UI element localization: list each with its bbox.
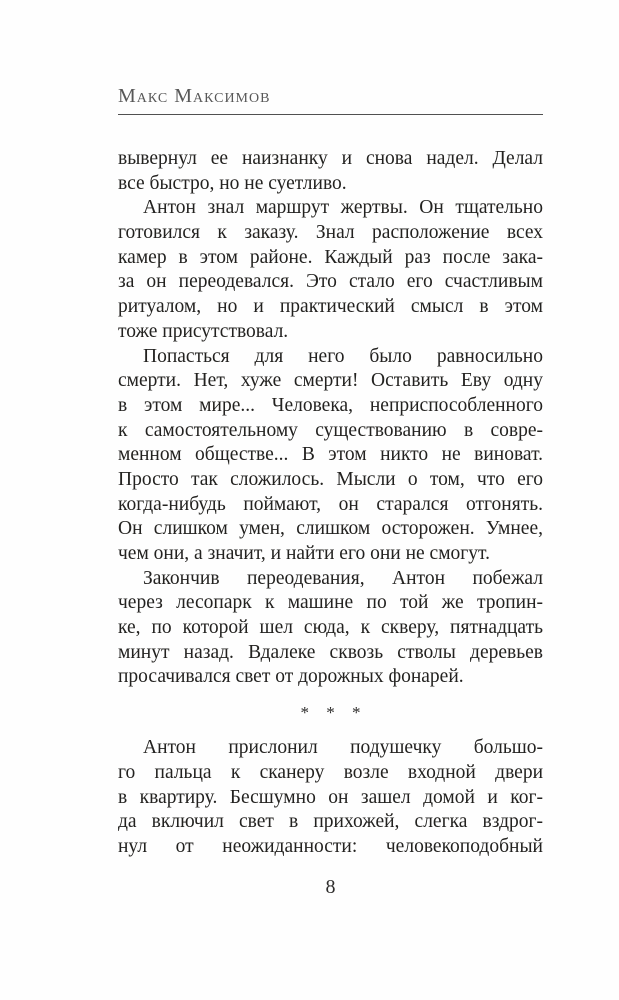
paragraph	[118, 147, 543, 196]
text-line: нул от неожиданности: человекоподобный	[118, 835, 543, 857]
text-column	[118, 0, 543, 899]
text-line: когда-нибудь поймают, он старался отгонять.	[118, 493, 543, 515]
text-line: в этом мире... Человека, неприспособленного	[118, 394, 543, 416]
text-line: менном обществе... В этом никто не виноват.	[118, 444, 543, 466]
text-line: готовился к заказу. Знал расположение всех	[118, 222, 543, 244]
text-line: чем они, а значит, и найти его они не смогут.	[118, 543, 490, 564]
text-line: да включил свет в прихожей, слегка вздрог-	[118, 811, 543, 833]
header-rule	[118, 114, 543, 115]
paragraph	[118, 196, 543, 344]
text-line: Антон знал маршрут жертвы. Он тщательно	[143, 197, 543, 219]
scene-separator	[118, 690, 543, 736]
text-line: за он переодевался. Это стало его счастливым	[118, 271, 543, 293]
text-line: Закончив переодевания, Антон побежал	[143, 567, 543, 589]
text-line: камер в этом районе. Каждый раз после зака-	[118, 246, 543, 268]
text-line: тоже присутствовал.	[118, 320, 289, 342]
text-line: ке, по которой шел сюда, к скверу, пятнадцать	[118, 617, 543, 639]
text-line: минут назад. Вдалеке сквозь стволы деревьев	[118, 641, 543, 663]
author-name: Макс Максимов	[118, 85, 271, 107]
paragraph	[118, 736, 543, 859]
body-text	[118, 147, 543, 860]
text-line: смерти. Нет, хуже смерти! Оставить Еву одну	[118, 370, 543, 392]
text-line: Он слишком умен, слишком осторожен. Умнее,	[118, 518, 543, 540]
text-line: Антон прислонил подушечку большо-	[143, 737, 543, 759]
text-line: Просто так сложилось. Мысли о том, что его	[118, 468, 543, 490]
text-line: ритуалом, но и практический смысл в этом	[118, 296, 543, 318]
text-line: к самостоятельному существованию в совре-	[118, 419, 543, 441]
text-line: все быстро, но не суетливо.	[118, 172, 347, 194]
text-line: через лесопарк к машине по той же тропин-	[118, 592, 543, 614]
running-head	[118, 85, 543, 115]
text-line: просачивался свет от дорожных фонарей.	[118, 666, 464, 688]
paragraph	[118, 345, 543, 567]
text-line: вывернул ее наизнанку и снова надел. Делал	[118, 148, 543, 169]
separator-asterisks: * * *	[300, 702, 361, 722]
text-line: Попасться для него было равносильно	[143, 345, 543, 367]
text-line: го пальца к сканеру возле входной двери	[118, 761, 543, 783]
page-number: 8	[325, 875, 336, 898]
text-line: в квартиру. Бесшумно он зашел домой и ког-	[118, 786, 543, 808]
paragraph	[118, 567, 543, 690]
